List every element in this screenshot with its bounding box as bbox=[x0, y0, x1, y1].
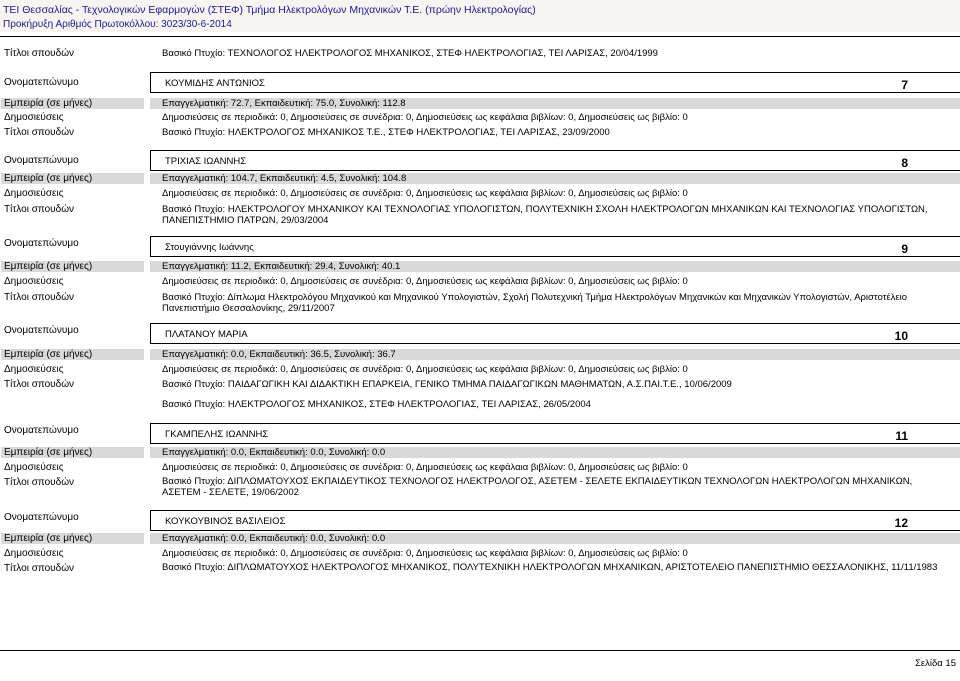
titles-label: Τίτλοι σπουδών bbox=[4, 204, 75, 215]
candidate-name: ΤΡΙΧΙΑΣ ΙΩΑΝΝΗΣ bbox=[165, 156, 247, 167]
titles-value: Βασικό Πτυχίο: ΗΛΕΚΤΡΟΛΟΓΟΣ ΜΗΧΑΝΙΚΟΣ, ΣΤΕΦ ΗΛΕΚΤΡΟΛΟΓΙΑΣ, ΤΕΙ ΛΑΡΙΣΑΣ, 26/05/2004 bbox=[162, 399, 591, 410]
titles-label: Τίτλοι σπουδών bbox=[4, 127, 75, 138]
candidate-name-box bbox=[150, 423, 960, 444]
name-label: Ονοματεπώνυμο bbox=[4, 325, 79, 336]
titles-label: Τίτλοι σπουδών bbox=[4, 379, 75, 390]
titles-label: Τίτλοι σπουδών bbox=[4, 477, 75, 488]
name-label: Ονοματεπώνυμο bbox=[4, 238, 79, 249]
experience-value: Επαγγελματική: 0.0, Εκπαιδευτική: 0.0, Συνολική: 0.0 bbox=[150, 533, 960, 544]
titles-label: Τίτλοι σπουδών bbox=[4, 563, 75, 574]
experience-label: Εμπειρία (σε μήνες) bbox=[1, 173, 144, 184]
publications-value: Δημοσιεύσεις σε περιοδικά: 0, Δημοσιεύσεις σε συνέδρια: 0, Δημοσιεύσεις ως κεφάλαια βιβλίων: 0, Δημοσιεύσεις ως βιβλίο: 0 bbox=[162, 548, 688, 559]
candidate-name-box bbox=[150, 510, 960, 531]
institution-line: ΤΕΙ Θεσσαλίας - Τεχνολογικών Εφαρμογών (ΣΤΕΦ) Τμήμα Ηλεκτρολόγων Μηχανικών Τ.Ε. (πρώην Ηλεκτρολογίας) bbox=[3, 4, 536, 16]
name-label: Ονοματεπώνυμο bbox=[4, 512, 79, 523]
titles-value: Βασικό Πτυχίο: ΗΛΕΚΤΡΟΛΟΓΟΥ ΜΗΧΑΝΙΚΟΥ ΚΑΙ ΤΕΧΝΟΛΟΓΙΑΣ ΥΠΟΛΟΓΙΣΤΩΝ, ΠΟΛΥΤΕΧΝΙΚΗ ΣΧΟΛΗ ΗΛΕΚΤΡΟΛΟΓΩΝ ΜΗΧΑΝΙΚΩΝ ΚΑΙ ΤΕΧΝΟΛΟΓΙΑΣ ΥΠΟΛΟΓΙΣΤΩΝ, ΠΑΝΕΠΙΣΤΗΜΙΟ ΠΑΤΡΩΝ, 29/03/2004 bbox=[162, 204, 928, 226]
candidate-number: 7 bbox=[901, 78, 908, 92]
experience-label: Εμπειρία (σε μήνες) bbox=[1, 349, 144, 360]
experience-value: Επαγγελματική: 0.0, Εκπαιδευτική: 0.0, Συνολική: 0.0 bbox=[150, 447, 960, 458]
titles-value: Βασικό Πτυχίο: ΗΛΕΚΤΡΟΛΟΓΟΣ ΜΗΧΑΝΙΚΟΣ Τ.Ε., ΣΤΕΦ ΗΛΕΚΤΡΟΛΟΓΙΑΣ, ΤΕΙ ΛΑΡΙΣΑΣ, 23/09/2000 bbox=[162, 127, 610, 138]
candidate-name-box bbox=[150, 323, 960, 344]
publications-label: Δημοσιεύσεις bbox=[4, 462, 64, 473]
titles-label: Τίτλοι σπουδών bbox=[4, 292, 75, 303]
publications-value: Δημοσιεύσεις σε περιοδικά: 0, Δημοσιεύσεις σε συνέδρια: 0, Δημοσιεύσεις ως κεφάλαια βιβλίων: 0, Δημοσιεύσεις ως βιβλίο: 0 bbox=[162, 188, 688, 199]
publications-label: Δημοσιεύσεις bbox=[4, 276, 64, 287]
publications-label: Δημοσιεύσεις bbox=[4, 112, 64, 123]
candidate-number: 12 bbox=[894, 516, 908, 530]
publications-value: Δημοσιεύσεις σε περιοδικά: 0, Δημοσιεύσεις σε συνέδρια: 0, Δημοσιεύσεις ως κεφάλαια βιβλίων: 0, Δημοσιεύσεις ως βιβλίο: 0 bbox=[162, 462, 688, 473]
name-label: Ονοματεπώνυμο bbox=[4, 77, 79, 88]
candidate-number: 9 bbox=[901, 242, 908, 256]
candidate-name-box bbox=[150, 150, 960, 171]
publications-value: Δημοσιεύσεις σε περιοδικά: 0, Δημοσιεύσεις σε συνέδρια: 0, Δημοσιεύσεις ως κεφάλαια βιβλίων: 0, Δημοσιεύσεις ως βιβλίο: 0 bbox=[162, 112, 688, 123]
name-label: Ονοματεπώνυμο bbox=[4, 155, 79, 166]
page-number: Σελίδα 15 bbox=[915, 658, 956, 669]
publications-value: Δημοσιεύσεις σε περιοδικά: 0, Δημοσιεύσεις σε συνέδρια: 0, Δημοσιεύσεις ως κεφάλαια βιβλίων: 0, Δημοσιεύσεις ως βιβλίο: 0 bbox=[162, 364, 688, 375]
footer-divider bbox=[0, 650, 960, 651]
publications-value: Δημοσιεύσεις σε περιοδικά: 0, Δημοσιεύσεις σε συνέδρια: 0, Δημοσιεύσεις ως κεφάλαια βιβλίων: 0, Δημοσιεύσεις ως βιβλίο: 0 bbox=[162, 276, 688, 287]
candidate-name: ΓΚΑΜΠΕΛΗΣ ΙΩΑΝΝΗΣ bbox=[165, 429, 269, 440]
candidate-number: 8 bbox=[901, 156, 908, 170]
candidate-name: ΚΟΥΜΙΔΗΣ ΑΝΤΩΝΙΟΣ bbox=[165, 78, 265, 89]
candidate-number: 10 bbox=[894, 329, 908, 343]
titles-value: Βασικό Πτυχίο: ΠΑΙΔΑΓΩΓΙΚΗ ΚΑΙ ΔΙΔΑΚΤΙΚΗ ΕΠΑΡΚΕΙΑ, ΓΕΝΙΚΟ ΤΜΗΜΑ ΠΑΙΔΑΓΩΓΙΚΩΝ ΜΑΘΗΜΑΤΩΝ, Α.Σ.ΠΑΙ.Τ.Ε., 10/06/2009 bbox=[162, 379, 732, 390]
experience-label: Εμπειρία (σε μήνες) bbox=[1, 98, 144, 109]
experience-value: Επαγγελματική: 0.0, Εκπαιδευτική: 36.5, Συνολική: 36.7 bbox=[150, 349, 960, 360]
publications-label: Δημοσιεύσεις bbox=[4, 548, 64, 559]
candidate-name: ΚΟΥΚΟΥΒΙΝΟΣ ΒΑΣΙΛΕΙΟΣ bbox=[165, 516, 286, 527]
name-label: Ονοματεπώνυμο bbox=[4, 425, 79, 436]
announcement-line: Προκήρυξη Αριθμός Πρωτοκόλλου: 3023/30-6-2014 bbox=[3, 19, 232, 30]
titles-value: Βασικό Πτυχίο: ΔΙΠΛΩΜΑΤΟΥΧΟΣ ΕΚΠΑΙΔΕΥΤΙΚΟΣ ΤΕΧΝΟΛΟΓΟΣ ΗΛΕΚΤΡΟΛΟΓΟΣ, ΑΣΕΤΕΜ - ΣΕΛΕΤΕ ΕΚΠΑΙΔΕΥΤΙΚΩΝ ΤΕΧΝΟΛΟΓΩΝ ΗΛΕΚΤΡΟΛΟΓΩΝ ΜΗΧΑΝΙΚΩΝ, ΑΣΕΤΕΜ - ΣΕΛΕΤΕ, 19/06/2002 bbox=[162, 476, 913, 498]
experience-value: Επαγγελματική: 72.7, Εκπαιδευτική: 75.0, Συνολική: 112.8 bbox=[150, 98, 960, 109]
candidate-name-box bbox=[150, 72, 960, 93]
experience-label: Εμπειρία (σε μήνες) bbox=[1, 447, 144, 458]
experience-value: Επαγγελματική: 11.2, Εκπαιδευτική: 29.4, Συνολική: 40.1 bbox=[150, 261, 960, 272]
candidate-name-box bbox=[150, 236, 960, 257]
experience-value: Επαγγελματική: 104.7, Εκπαιδευτική: 4.5, Συνολική: 104.8 bbox=[150, 173, 960, 184]
publications-label: Δημοσιεύσεις bbox=[4, 364, 64, 375]
titles-value: Βασικό Πτυχίο: ΤΕΧΝΟΛΟΓΟΣ ΗΛΕΚΤΡΟΛΟΓΟΣ ΜΗΧΑΝΙΚΟΣ, ΣΤΕΦ ΗΛΕΚΤΡΟΛΟΓΙΑΣ, ΤΕΙ ΛΑΡΙΣΑΣ, 20/04/1999 bbox=[162, 48, 658, 59]
experience-label: Εμπειρία (σε μήνες) bbox=[1, 533, 144, 544]
document-header bbox=[0, 0, 960, 32]
experience-label: Εμπειρία (σε μήνες) bbox=[1, 261, 144, 272]
titles-value: Βασικό Πτυχίο: Δίπλωμα Ηλεκτρολόγου Μηχανικού και Μηχανικού Υπολογιστών, Σχολή Πολυτεχνική Τμήμα Ηλεκτρολόγων Μηχανικών και Μηχανικών Υπολογιστών, Αριστοτέλειο Πανεπιστήμιο Θεσσαλονίκης, 29/11/2007 bbox=[162, 292, 908, 314]
candidate-name: Στουγιάννης Ιωάννης bbox=[165, 242, 254, 253]
titles-value: Βασικό Πτυχίο: ΔΙΠΛΩΜΑΤΟΥΧΟΣ ΗΛΕΚΤΡΟΛΟΓΟΣ ΜΗΧΑΝΙΚΟΣ, ΠΟΛΥΤΕΧΝΙΚΗ ΗΛΕΚΤΡΟΛΟΓΩΝ ΜΗΧΑΝΙΚΩΝ, ΑΡΙΣΤΟΤΕΛΕΙΟ ΠΑΝΕΠΙΣΤΗΜΙΟ ΘΕΣΣΑΛΟΝΙΚΗΣ, 11/11/1983 bbox=[162, 562, 938, 573]
candidate-name: ΠΛΑΤΑΝΟΥ ΜΑΡΙΑ bbox=[165, 329, 248, 340]
header-divider bbox=[0, 36, 960, 37]
publications-label: Δημοσιεύσεις bbox=[4, 188, 64, 199]
titles-label: Τίτλοι σπουδών bbox=[4, 48, 75, 59]
candidate-number: 11 bbox=[895, 429, 908, 443]
